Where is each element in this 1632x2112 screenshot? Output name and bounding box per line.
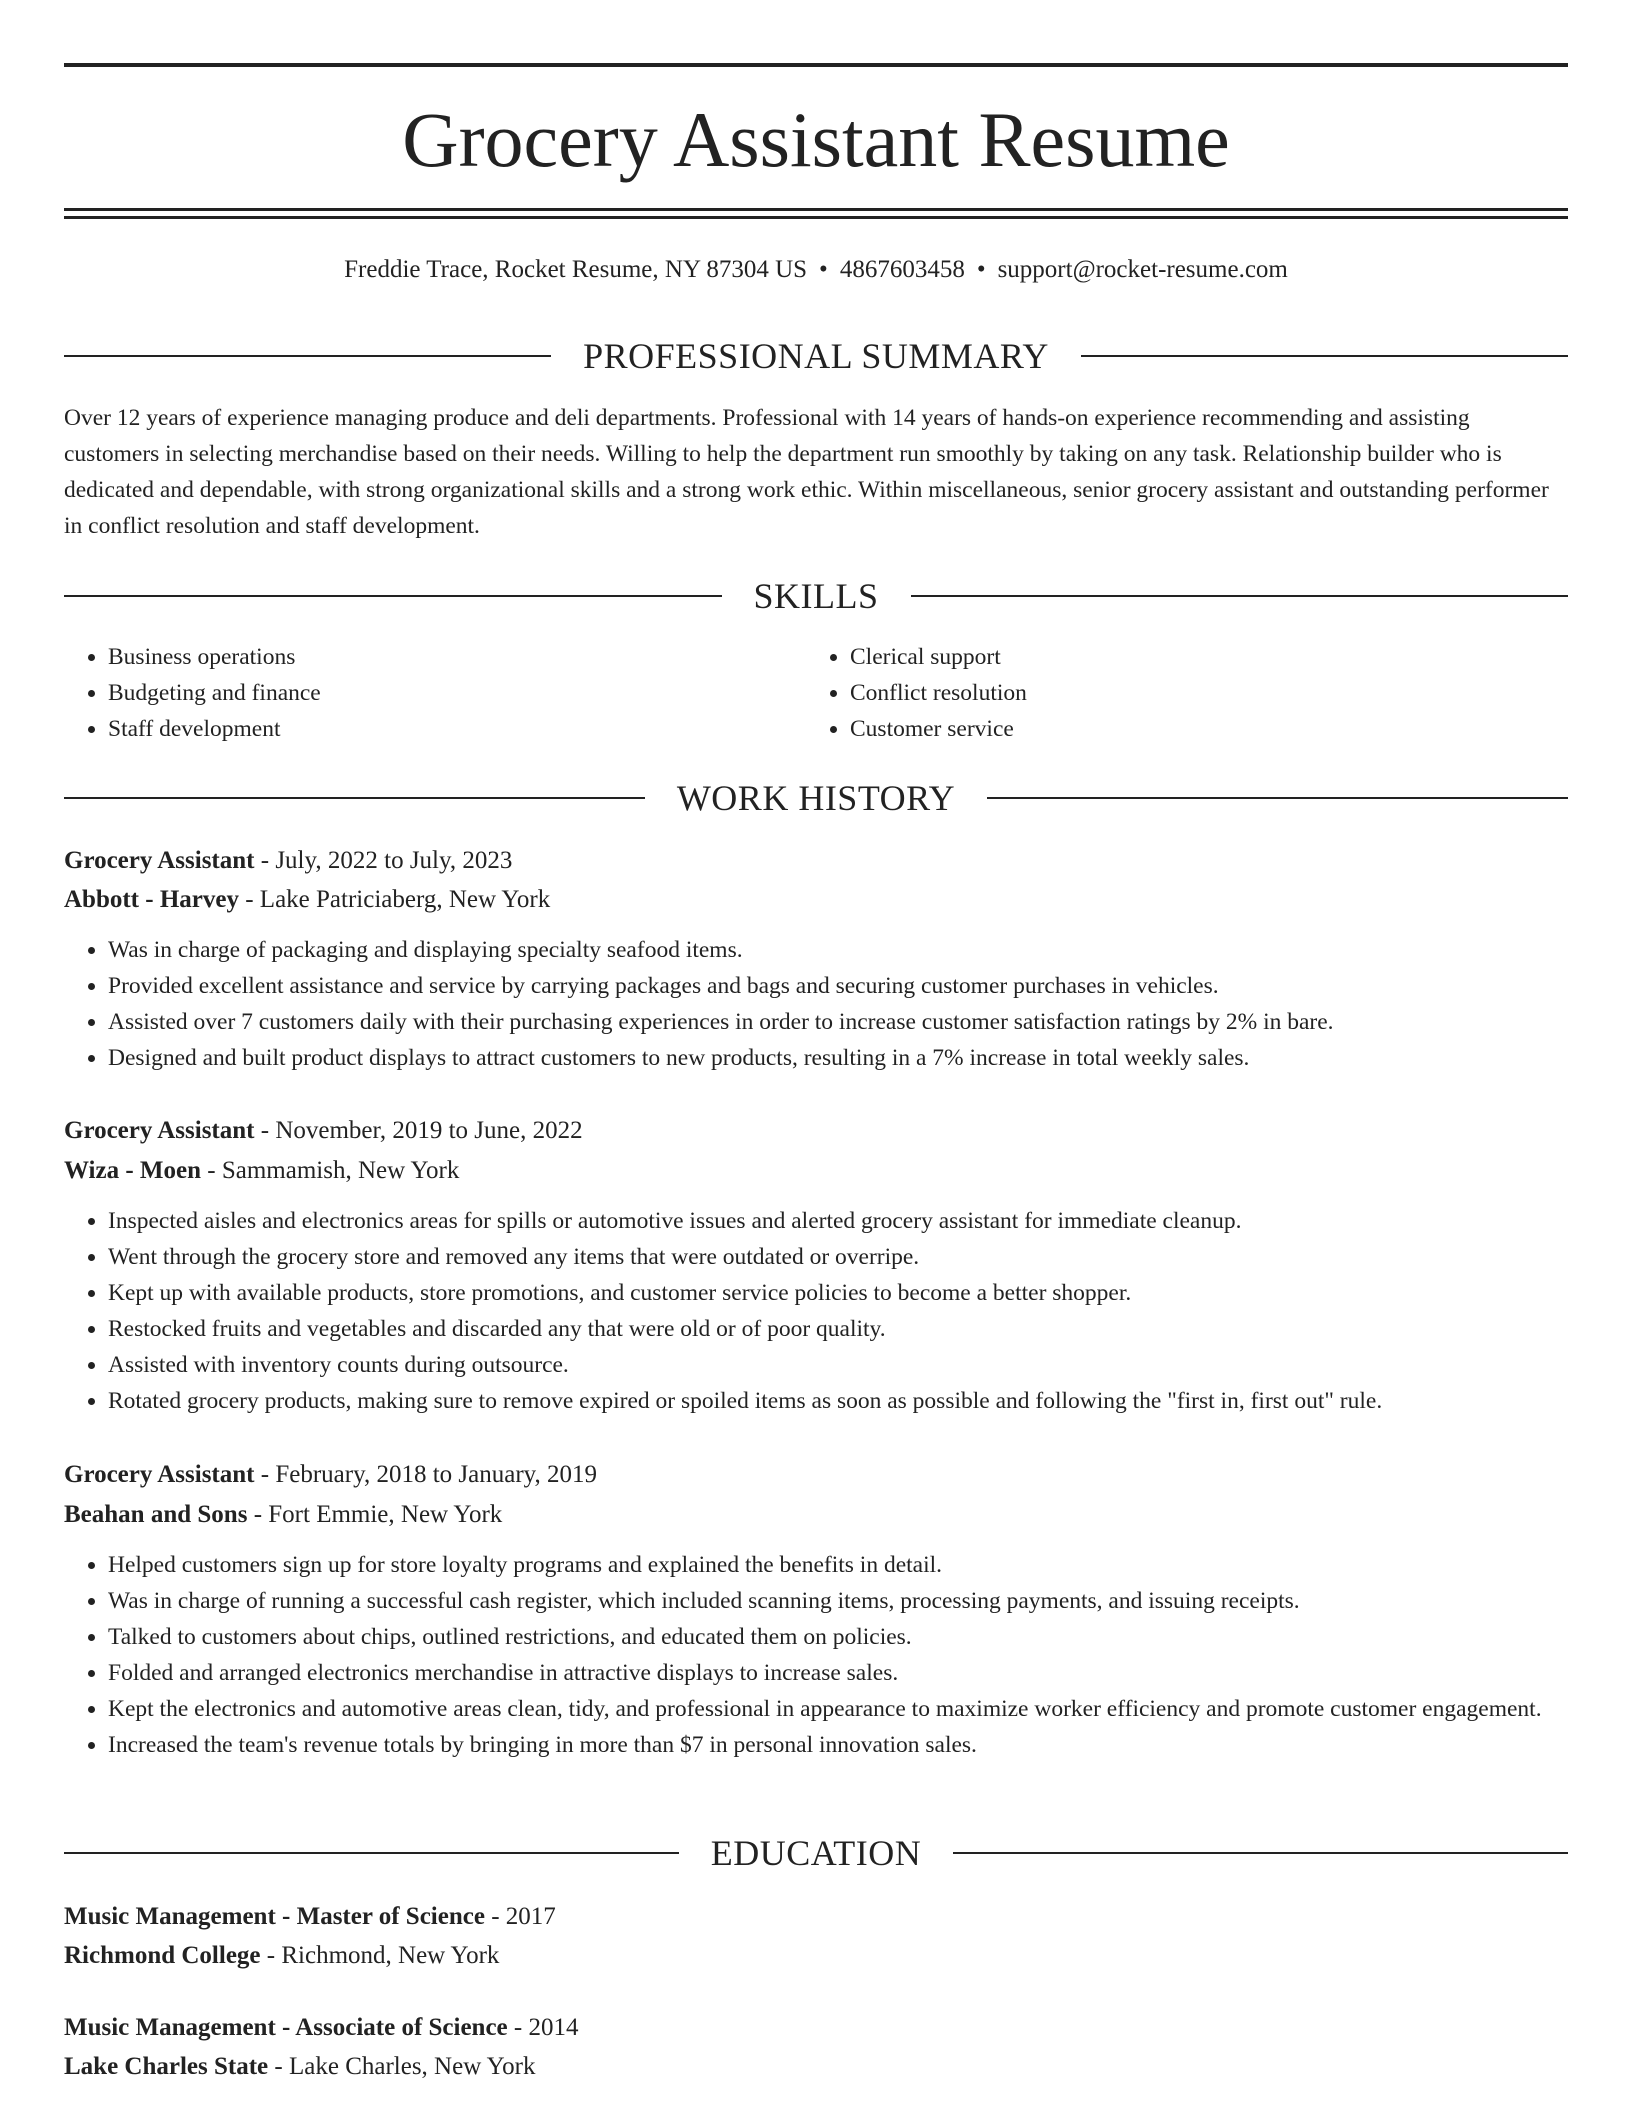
job-duties bbox=[64, 1547, 1568, 1763]
job-duty: • Increased the team's revenue totals by bringing in more than $7 in personal innovation sales. bbox=[108, 1727, 1568, 1763]
education-entry-1 bbox=[64, 1899, 1568, 1974]
skills-list bbox=[64, 639, 1568, 747]
skill-item: • Customer service bbox=[850, 711, 1548, 747]
title-bottom-rule-2 bbox=[64, 216, 1568, 219]
section-header-summary bbox=[64, 336, 1568, 376]
job-company-line bbox=[64, 882, 1568, 918]
job-entry-3 bbox=[64, 1457, 1568, 1763]
contact-separator: • bbox=[819, 256, 828, 283]
section-rule bbox=[64, 797, 645, 799]
job-duty: • Designed and built product displays to attract customers to new products, resulting in a 7% increase in total weekly sales. bbox=[108, 1040, 1568, 1076]
title-top-rule bbox=[64, 63, 1568, 67]
job-entry-2 bbox=[64, 1113, 1568, 1419]
contact-address: Freddie Trace, Rocket Resume, NY 87304 US bbox=[344, 256, 808, 283]
skill-item: • Budgeting and finance bbox=[108, 675, 806, 711]
section-rule bbox=[1081, 355, 1568, 357]
job-duty: • Was in charge of packaging and displaying specialty seafood items. bbox=[108, 932, 1568, 968]
job-dates: - February, 2018 to January, 2019 bbox=[254, 1461, 598, 1488]
skill-item: • Conflict resolution bbox=[850, 675, 1548, 711]
section-rule bbox=[64, 355, 551, 357]
skill-item: • Staff development bbox=[108, 711, 806, 747]
job-title: Grocery Assistant bbox=[64, 847, 255, 874]
job-title: Grocery Assistant bbox=[64, 1117, 255, 1144]
degree-year: - 2017 bbox=[484, 1903, 556, 1930]
section-title: WORK HISTORY bbox=[676, 778, 956, 818]
job-title-line bbox=[64, 1113, 1568, 1149]
contact-separator: • bbox=[976, 256, 986, 283]
degree-line bbox=[64, 2010, 1568, 2046]
job-company: Wiza - Moen bbox=[64, 1157, 202, 1184]
section-rule bbox=[953, 1852, 1568, 1854]
school-name: Richmond College bbox=[64, 1942, 261, 1969]
job-entry-1 bbox=[64, 843, 1568, 1076]
job-title-line bbox=[64, 1457, 1568, 1493]
job-duties bbox=[64, 1203, 1568, 1419]
skills-column-left bbox=[64, 639, 806, 747]
job-duties bbox=[64, 932, 1568, 1076]
job-company: Beahan and Sons bbox=[64, 1501, 248, 1528]
job-duty: • Talked to customers about chips, outlined restrictions, and educated them on policies. bbox=[108, 1619, 1568, 1655]
section-rule bbox=[911, 595, 1569, 597]
summary-text: Over 12 years of experience managing produce and deli departments. Professional with 14 years of hands-on experience recommending and assisting customers in selecting merchandise based on their needs. Willing to help the department run smoothly by taking on any task. Relationship builder who is dedicated and dependable, with strong organizational skills and a strong work ethic. Within miscellaneous, senior grocery assistant and outstanding performer in conflict resolution and staff development. bbox=[64, 405, 1549, 539]
degree-line bbox=[64, 1899, 1568, 1935]
skill-item: • Business operations bbox=[108, 639, 806, 675]
job-dates: - July, 2022 to July, 2023 bbox=[254, 847, 513, 874]
job-title: Grocery Assistant bbox=[64, 1461, 255, 1488]
job-location: - Fort Emmie, New York bbox=[247, 1501, 503, 1528]
skill-item: • Clerical support bbox=[850, 639, 1548, 675]
job-location: - Lake Patriciaberg, New York bbox=[238, 886, 551, 913]
job-duty: • Provided excellent assistance and service by carrying packages and bags and securing customer purchases in vehicles. bbox=[108, 968, 1568, 1004]
school-location: - Lake Charles, New York bbox=[268, 2053, 536, 2080]
job-company-line bbox=[64, 1497, 1568, 1533]
job-duty: • Folded and arranged electronics merchandise in attractive displays to increase sales. bbox=[108, 1655, 1568, 1691]
job-duty: • Helped customers sign up for store loyalty programs and explained the benefits in detail. bbox=[108, 1547, 1568, 1583]
job-duty: • Went through the grocery store and removed any items that were outdated or overripe. bbox=[108, 1239, 1568, 1275]
school-line bbox=[64, 2049, 1568, 2085]
section-header-education bbox=[64, 1833, 1568, 1873]
section-rule bbox=[987, 797, 1568, 799]
school-location: - Richmond, New York bbox=[260, 1942, 500, 1969]
job-duty: • Rotated grocery products, making sure to remove expired or spoiled items as soon as possible and following the "first in, first out" rule. bbox=[108, 1383, 1568, 1419]
job-duty: • Was in charge of running a successful cash register, which included scanning items, processing payments, and issuing receipts. bbox=[108, 1583, 1568, 1619]
job-title-line bbox=[64, 843, 1568, 879]
job-duty: • Kept the electronics and automotive areas clean, tidy, and professional in appearance to maximize worker efficiency and promote customer engagement. bbox=[108, 1691, 1568, 1727]
section-title: PROFESSIONAL SUMMARY bbox=[583, 336, 1049, 376]
section-rule bbox=[64, 1852, 679, 1854]
education-entry-2 bbox=[64, 2010, 1568, 2085]
job-duty: • Assisted over 7 customers daily with their purchasing experiences in order to increase customer satisfaction ratings by 2% in bare. bbox=[108, 1004, 1568, 1040]
degree-name: Music Management - Associate of Science bbox=[64, 2014, 508, 2041]
section-title: EDUCATION bbox=[710, 1833, 922, 1873]
contact-email: support@rocket-resume.com bbox=[997, 256, 1288, 283]
section-title: SKILLS bbox=[753, 576, 879, 616]
degree-year: - 2014 bbox=[507, 2014, 579, 2041]
job-company: Abbott - Harvey bbox=[64, 886, 239, 913]
title-bottom-rule bbox=[64, 208, 1568, 211]
job-company-line bbox=[64, 1153, 1568, 1189]
section-rule bbox=[64, 595, 722, 597]
degree-name: Music Management - Master of Science bbox=[64, 1903, 485, 1930]
job-duty: • Inspected aisles and electronics areas for spills or automotive issues and alerted grocery assistant for immediate cleanup. bbox=[108, 1203, 1568, 1239]
job-dates: - November, 2019 to June, 2022 bbox=[254, 1117, 583, 1144]
job-location: - Sammamish, New York bbox=[201, 1157, 460, 1184]
skills-column-right bbox=[806, 639, 1548, 747]
contact-phone: 4867603458 bbox=[839, 256, 965, 283]
job-duty: • Restocked fruits and vegetables and discarded any that were old or of poor quality. bbox=[108, 1311, 1568, 1347]
section-header-work bbox=[64, 778, 1568, 818]
section-header-skills bbox=[64, 576, 1568, 616]
job-duty: • Assisted with inventory counts during outsource. bbox=[108, 1347, 1568, 1383]
school-name: Lake Charles State bbox=[64, 2053, 269, 2080]
job-duty: • Kept up with available products, store promotions, and customer service policies to become a better shopper. bbox=[108, 1275, 1568, 1311]
school-line bbox=[64, 1938, 1568, 1974]
page-title: Grocery Assistant Resume bbox=[402, 96, 1230, 183]
contact-line bbox=[64, 254, 1568, 286]
